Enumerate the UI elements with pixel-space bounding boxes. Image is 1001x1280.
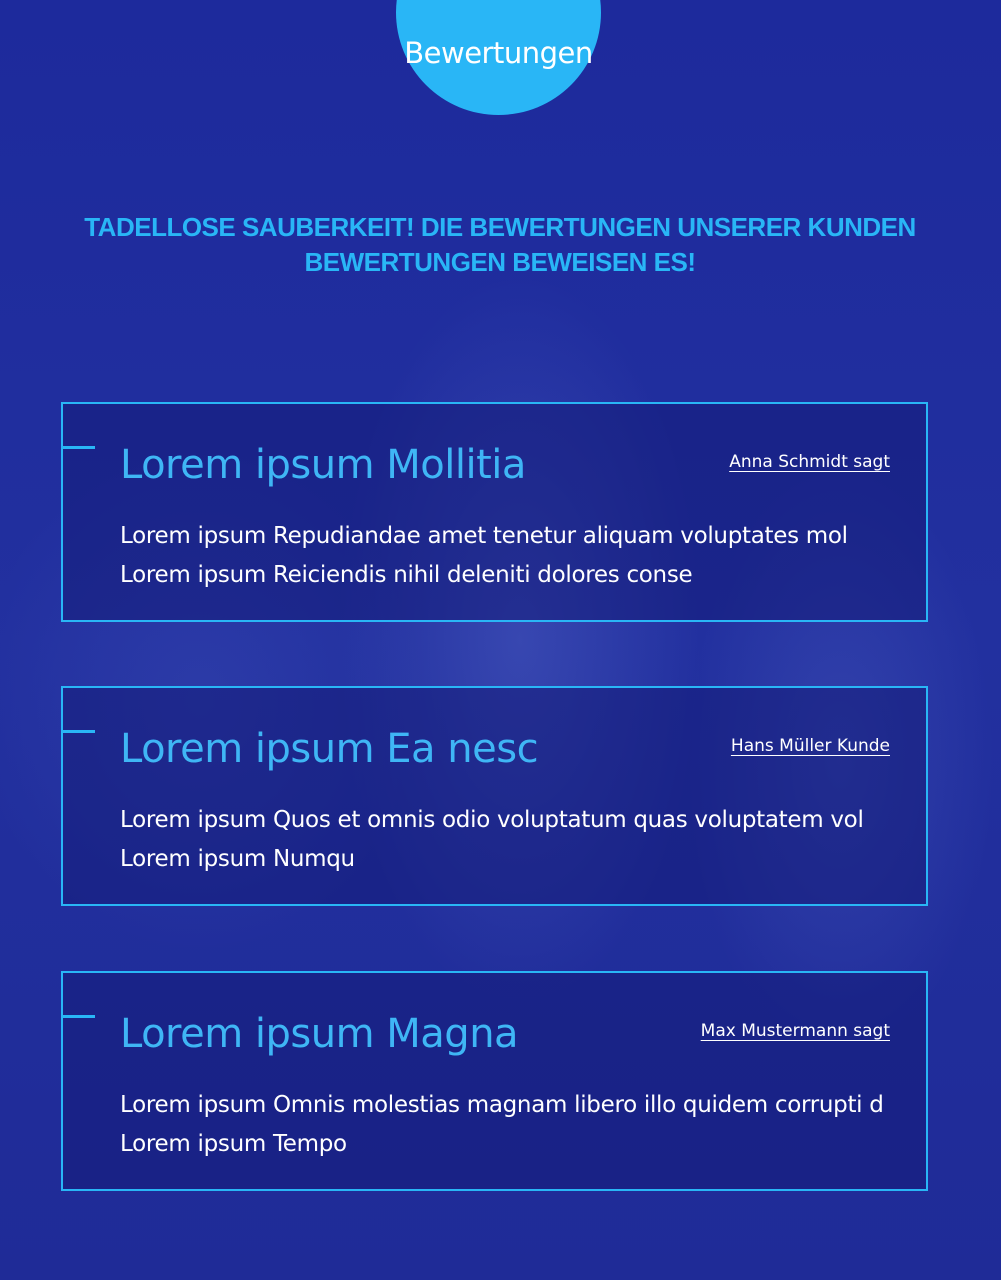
- section-headline: [60, 210, 940, 280]
- review-author-link[interactable]: Anna Schmidt sagt: [729, 452, 890, 472]
- review-title: Lorem ipsum Mollitia: [120, 442, 526, 488]
- review-author-link[interactable]: Hans Müller Kunde: [730, 736, 890, 756]
- review-text-line: Lorem ipsum Reiciendis nihil deleniti dolores conse: [120, 562, 693, 588]
- review-text: [120, 801, 910, 879]
- review-card: [61, 971, 928, 1191]
- headline-line-1: TADELLOSE SAUBERKEIT! DIE BEWERTUNGEN UNSERER KUNDEN: [84, 212, 916, 242]
- review-card: [61, 686, 928, 906]
- review-text-line: Lorem ipsum Tempo: [120, 1131, 347, 1157]
- section-badge-label: Bewertungen: [404, 36, 593, 70]
- headline-line-2: BEWERTUNGEN BEWEISEN ES!: [304, 247, 696, 277]
- review-title: Lorem ipsum Magna: [120, 1011, 519, 1057]
- dash-icon: [63, 446, 95, 449]
- section-badge: [396, 0, 601, 115]
- review-text-line: Lorem ipsum Repudiandae amet tenetur aliquam voluptates mol: [120, 523, 848, 549]
- review-text: [120, 1086, 910, 1164]
- review-title: Lorem ipsum Ea nesc: [120, 726, 539, 772]
- review-text-line: Lorem ipsum Quos et omnis odio voluptatum quas voluptatem vol: [120, 807, 864, 833]
- review-text: [120, 517, 910, 595]
- dash-icon: [63, 1015, 95, 1018]
- review-card: [61, 402, 928, 622]
- review-text-line: Lorem ipsum Numqu: [120, 846, 355, 872]
- dash-icon: [63, 730, 95, 733]
- review-text-line: Lorem ipsum Omnis molestias magnam libero illo quidem corrupti d: [120, 1092, 884, 1118]
- review-author-link[interactable]: Max Mustermann sagt: [700, 1021, 890, 1041]
